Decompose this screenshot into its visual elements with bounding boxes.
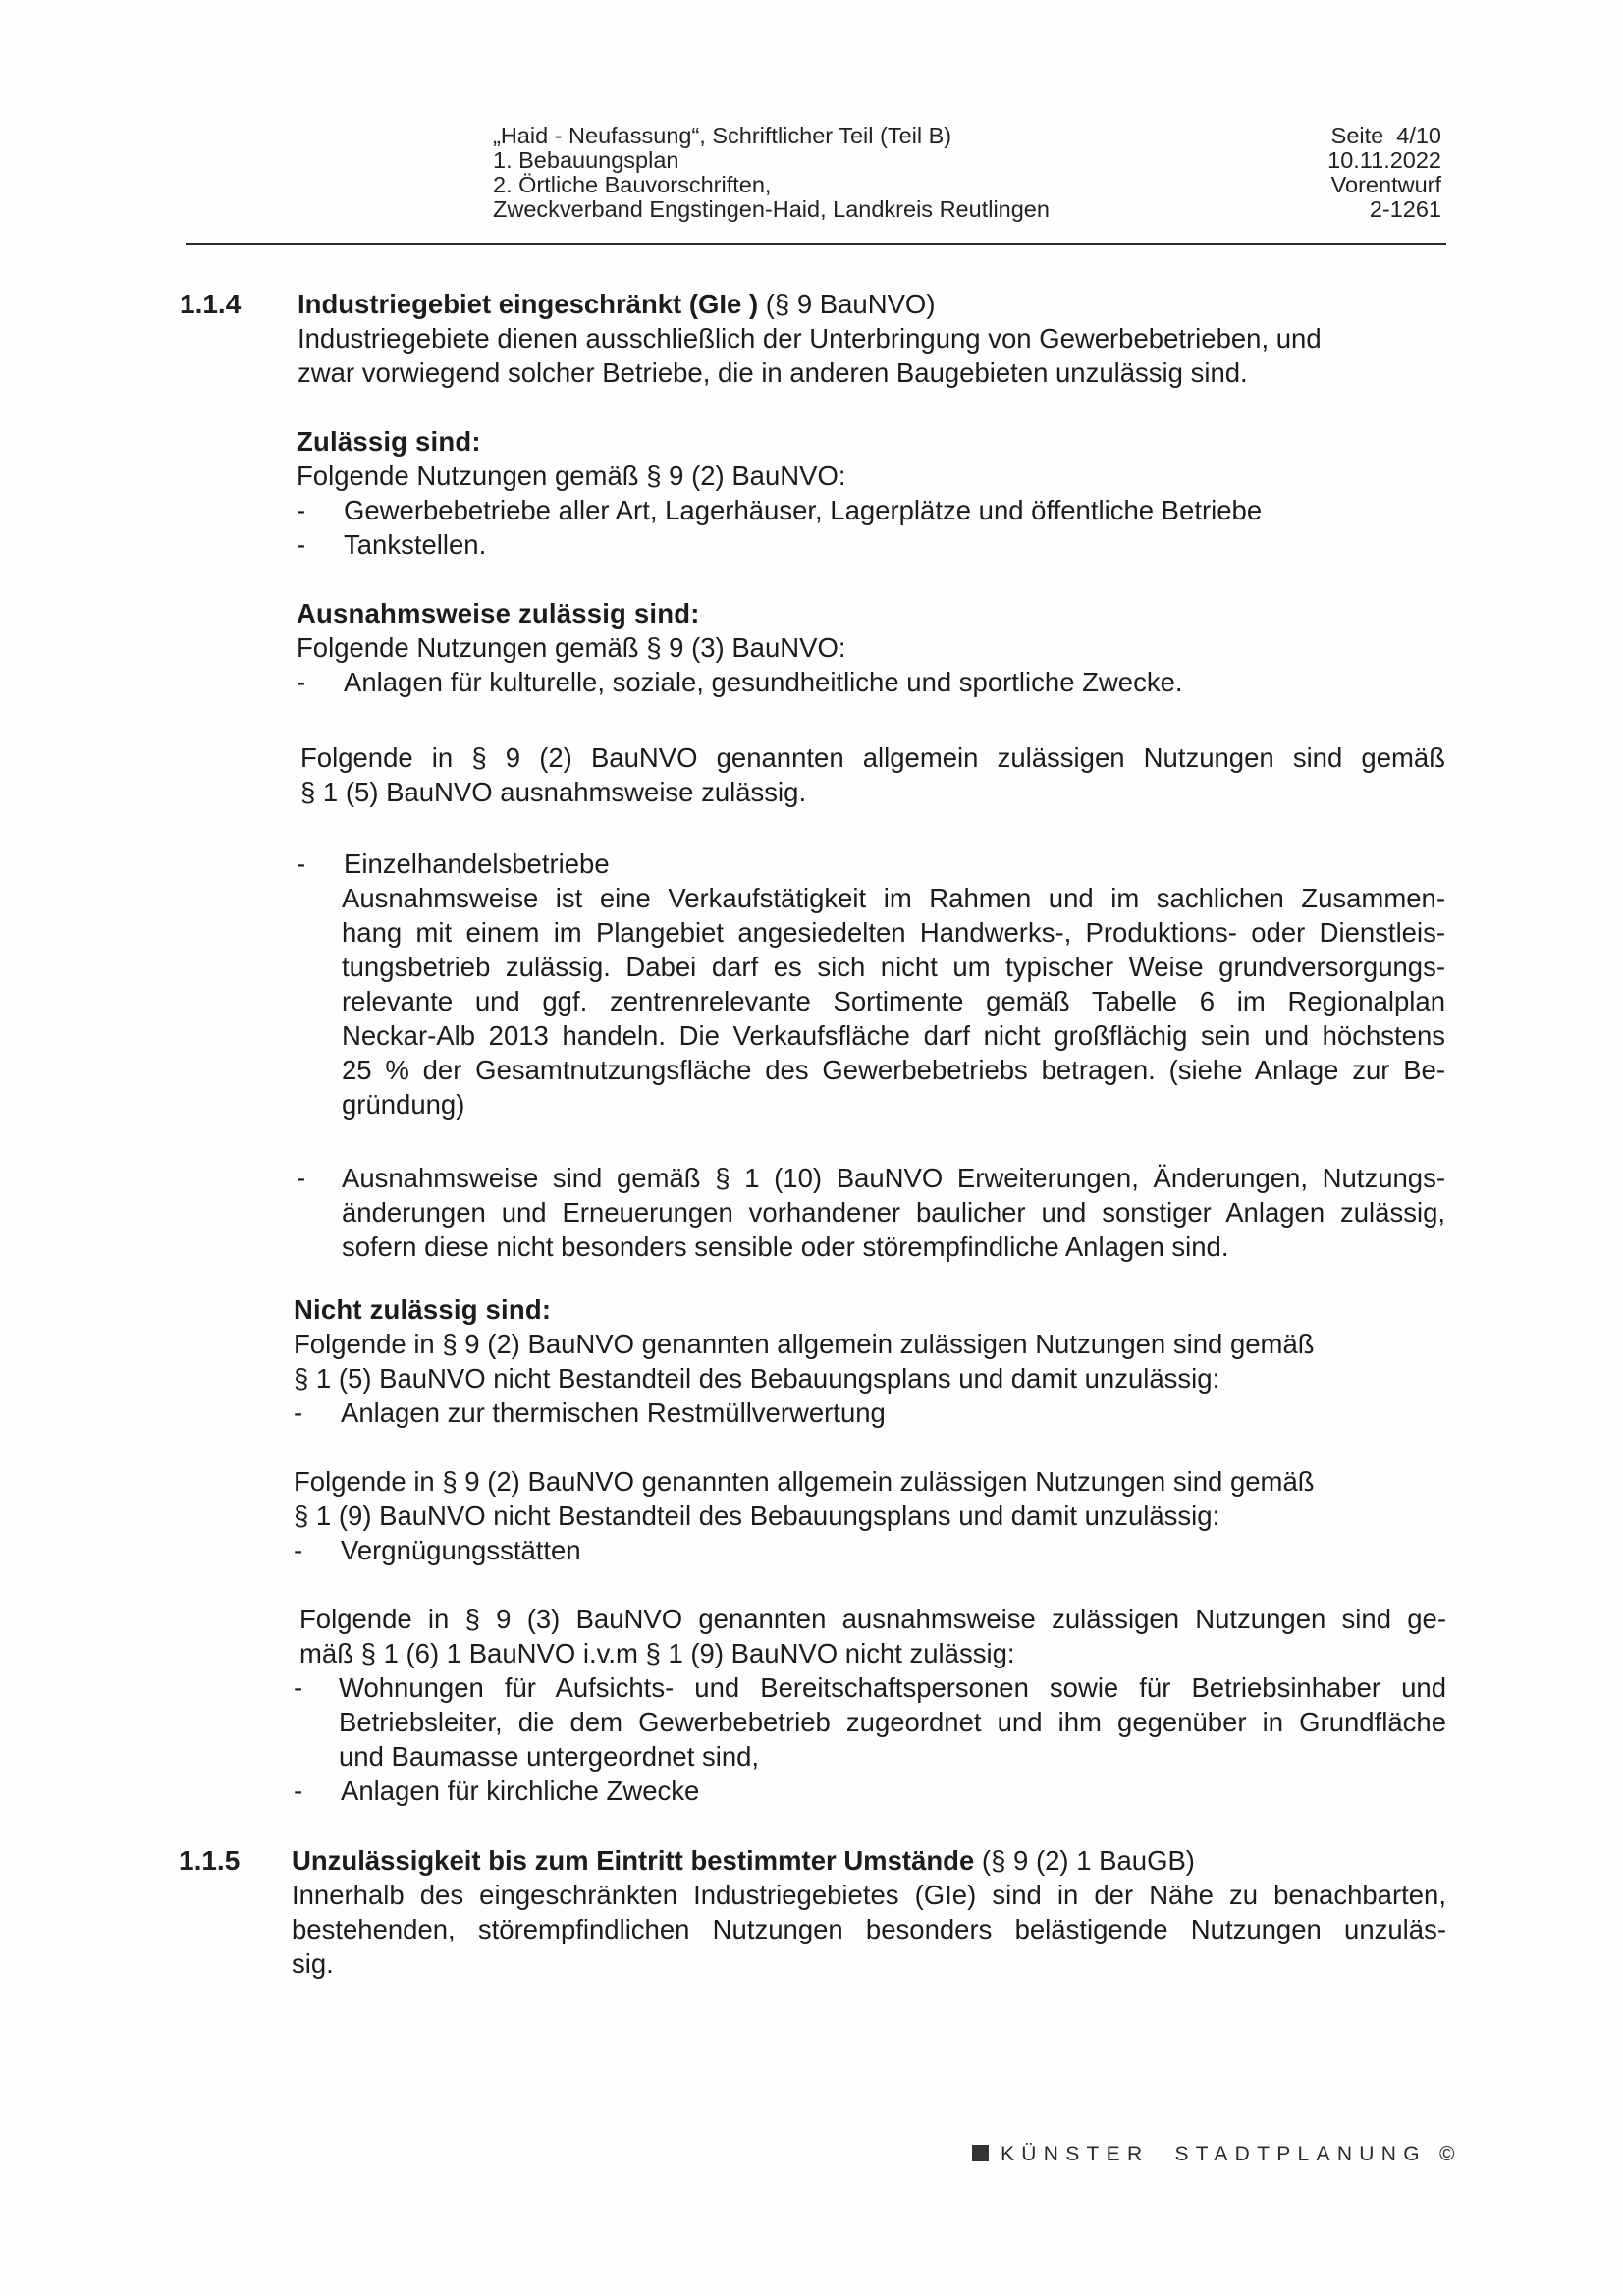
paragraph-line: sofern diese nicht besonders sensible oder störempfindliche Anlagen sind. [342,1231,1229,1262]
dash-bullet: - [297,848,306,879]
document-date: 10.11.2022 [1327,147,1441,173]
dash-bullet: - [297,667,306,697]
paragraph-line: Industriegebiete dienen ausschließlich der Unterbringung von Gewerbebetrieben, und [298,323,1322,354]
brand-square-icon [972,2145,989,2161]
paragraph-line: änderungen und Erneuerungen vorhandener baulicher und sonstiger Anlagen zulässig, [342,1197,1445,1228]
nicht-zulaessig-block-3 [299,1602,1446,1670]
paragraph-line: relevante und ggf. zentrenrelevante Sortimente gemäß Tabelle 6 im Regionalplan [342,986,1445,1016]
section-115-text [292,1878,1446,1981]
header-divider [186,243,1446,245]
section-legal-ref: (§ 9 BauNVO) [758,289,936,319]
paragraph-line: Ausnahmsweise ist eine Verkaufstätigkeit im Rahmen und im sachlichen Zusammen- [342,883,1445,913]
dash-bullet: - [297,1163,306,1193]
einzelhandel-text [342,881,1445,1121]
paragraph-line: sig. [292,1948,334,1979]
paragraph-line: und Baumasse untergeordnet sind, [339,1741,760,1772]
header-line: 2. Örtliche Bauvorschriften, [493,172,772,197]
exception-paragraph [300,740,1445,809]
section-title: Industriegebiet eingeschränkt (GIe ) [298,289,759,319]
paragraph-line: Folgende in § 9 (2) BauNVO genannten allgemein zulässigen Nutzungen sind gemäß [294,1466,1315,1497]
wohnungen-dash [294,1670,302,1705]
paragraph-line: § 1 (5) BauNVO ausnahmsweise zulässig. [300,777,807,807]
paragraph-line: mäß § 1 (6) 1 BauNVO i.v.m § 1 (9) BauNVO nicht zulässig: [299,1638,1015,1668]
subheading: Ausnahmsweise zulässig sind: [297,598,700,629]
project-number: 2-1261 [1369,196,1441,222]
header-meta-block [1327,124,1441,222]
header-title-block [493,124,1050,222]
brand-name-part1: KÜNSTER [1001,2143,1150,2165]
paragraph-line: Folgende in § 9 (2) BauNVO genannten allgemein zulässigen Nutzungen sind gemäß [294,1329,1315,1359]
paragraph-line: Folgende in § 9 (3) BauNVO genannten ausnahmsweise zulässigen Nutzungen sind ge- [299,1604,1446,1634]
section-number: 1.1.4 [180,289,242,319]
section-legal-ref: (§ 9 (2) 1 BauGB) [974,1845,1195,1876]
section-number: 1.1.5 [179,1845,241,1876]
footer-brand [972,2143,1462,2166]
paragraph-line: Neckar-Alb 2013 handeln. Die Verkaufsfläche darf nicht großflächig sein und höchstens [342,1020,1445,1051]
list-item: - Anlagen für kulturelle, soziale, gesundheitliche und sportliche Zwecke. [297,667,1183,697]
subheading: Nicht zulässig sind: [294,1294,552,1325]
erweiterungen-dash [297,1161,305,1195]
paragraph-line: tungsbetrieb zulässig. Dabei darf es sich nicht um typischer Weise grundversorgungs- [342,952,1445,982]
header-line: 1. Bebauungsplan [493,147,679,173]
paragraph-line: § 1 (9) BauNVO nicht Bestandteil des Bebauungsplans und damit unzulässig: [294,1501,1220,1531]
paragraph-line: zwar vorwiegend solcher Betriebe, die in anderen Baugebieten unzulässig sind. [298,357,1248,388]
list-item: - Tankstellen. [297,529,487,560]
paragraph-line: § 1 (5) BauNVO nicht Bestandteil des Bebauungsplans und damit unzulässig: [294,1363,1220,1394]
paragraph-line: 25 % der Gesamtnutzungsfläche des Gewerbebetriebs betragen. (siehe Anlage zur Be- [342,1055,1445,1085]
dash-bullet: - [294,1397,303,1428]
zulaessig-block [297,424,1445,562]
wohnungen-item [339,1670,1446,1774]
paragraph-line: Innerhalb des eingeschränkten Industriegebietes (GIe) sind in der Nähe zu benachbarten, [292,1880,1446,1910]
list-item: - Vergnügungsstätten [294,1535,581,1565]
nicht-zulaessig-block [294,1292,1442,1430]
dash-bullet: - [294,1535,303,1565]
paragraph-line: bestehenden, störempfindlichen Nutzungen besonders belästigende Nutzungen unzuläs- [292,1914,1446,1944]
paragraph-line: Ausnahmsweise sind gemäß § 1 (10) BauNVO Erweiterungen, Änderungen, Nutzungs- [342,1163,1445,1193]
list-item: - Anlagen zur thermischen Restmüllverwertung [294,1397,886,1428]
dash-bullet: - [297,495,306,525]
kirchliche-item [294,1774,1442,1808]
list-item: - Gewerbebetriebe aller Art, Lagerhäuser, Lagerplätze und öffentliche Betriebe [297,495,1263,525]
section-title: Unzulässigkeit bis zum Eintritt bestimmter Umstände [292,1845,975,1876]
dash-bullet: - [294,1776,303,1806]
erweiterungen-text [342,1161,1445,1264]
paragraph-line: Folgende Nutzungen gemäß § 9 (3) BauNVO: [297,632,846,663]
einzelhandel-item [297,847,1445,881]
paragraph-line: Betriebsleiter, die dem Gewerbebetrieb zugeordnet und ihm gegenüber in Grundfläche [339,1707,1446,1737]
nicht-zulaessig-block-2 [294,1464,1442,1567]
subheading: Zulässig sind: [297,426,481,457]
section-114-heading [298,287,1446,390]
header-line: Zweckverband Engstingen-Haid, Landkreis Reutlingen [493,196,1050,222]
brand-name-part2: STADTPLANUNG © [1174,2143,1462,2165]
list-item: - Anlagen für kirchliche Zwecke [294,1776,700,1806]
section-115-heading [292,1843,1446,1878]
page-number: Seite 4/10 [1330,123,1441,148]
header-line: „Haid - Neufassung“, Schriftlicher Teil (Teil B) [493,123,952,148]
dash-bullet: - [294,1672,303,1703]
dash-bullet: - [297,529,306,560]
document-status: Vorentwurf [1330,172,1441,197]
paragraph-line: hang mit einem im Plangebiet angesiedelten Handwerks-, Produktions- oder Dienstleis- [342,917,1445,948]
list-item: - Einzelhandelsbetriebe [297,848,610,879]
paragraph-line: Folgende in § 9 (2) BauNVO genannten allgemein zulässigen Nutzungen sind gemäß [300,742,1445,773]
paragraph-line: gründung) [342,1089,465,1120]
paragraph-line: Folgende Nutzungen gemäß § 9 (2) BauNVO: [297,461,846,491]
paragraph-line: Wohnungen für Aufsichts- und Bereitschaftspersonen sowie für Betriebsinhaber und [339,1672,1446,1703]
ausnahmsweise-block [297,596,1445,699]
